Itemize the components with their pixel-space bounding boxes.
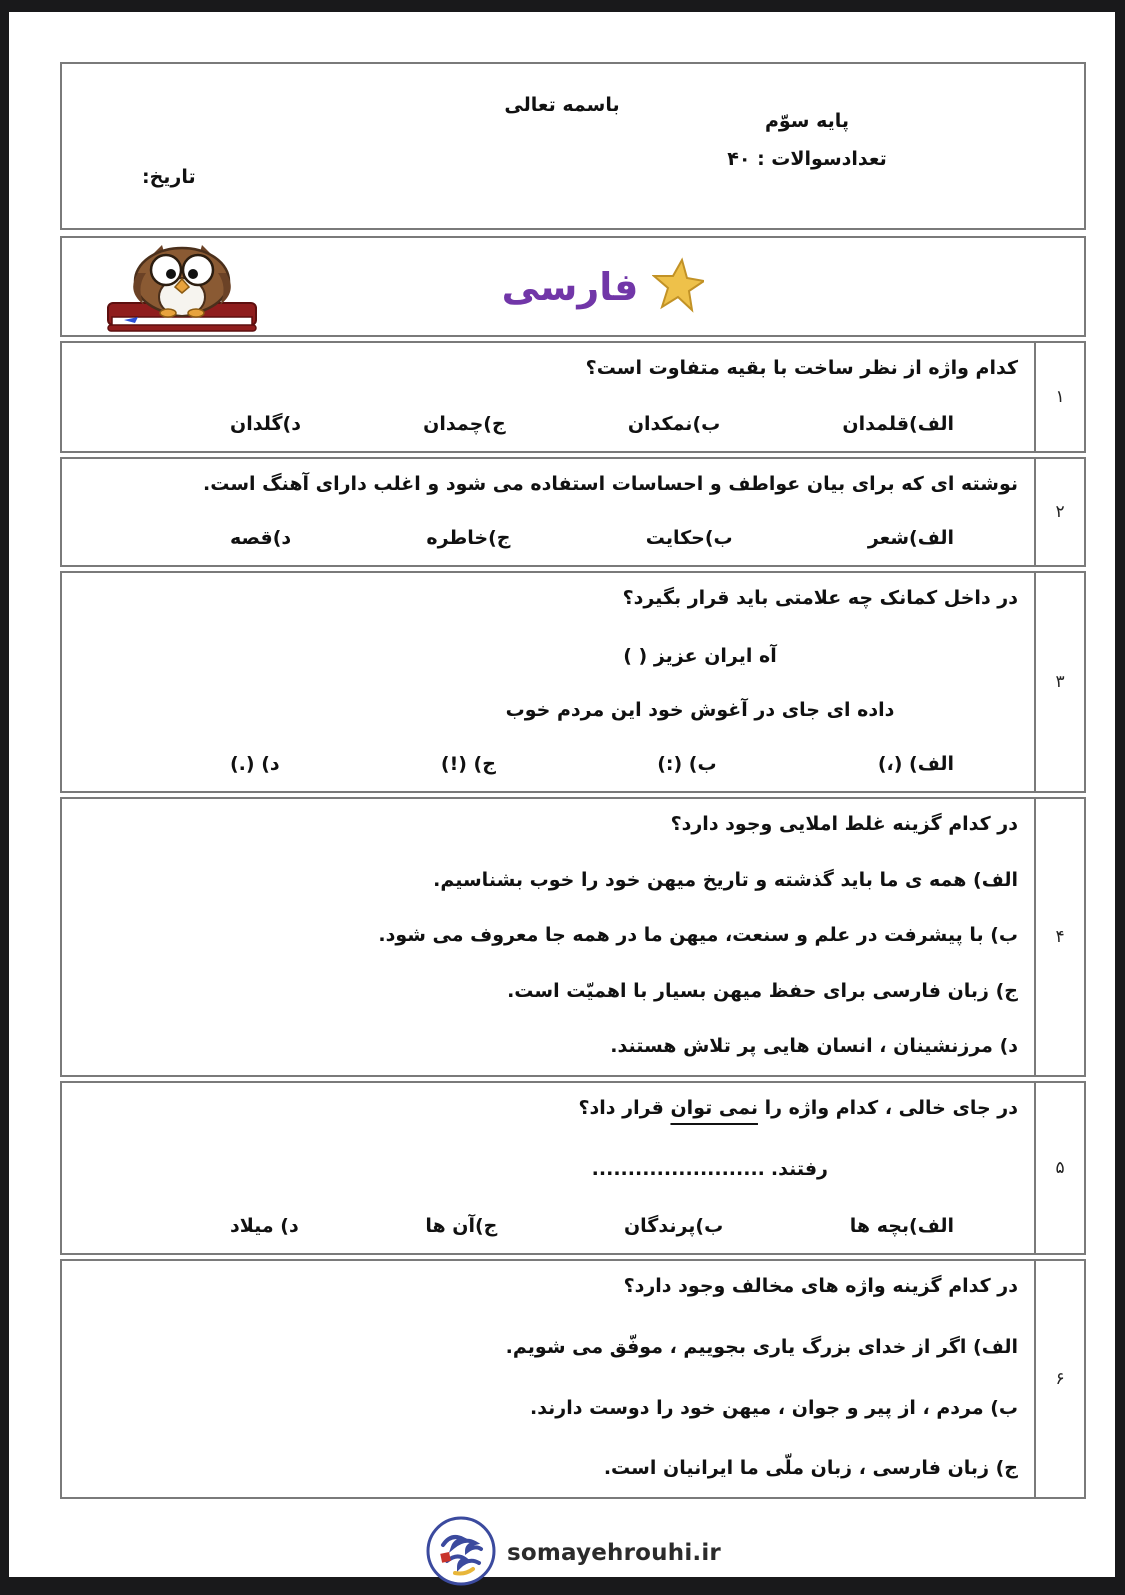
poem-line: داده ای جای در آغوش خود این مردم خوب (505, 698, 895, 721)
option-c: ج)خاطره (426, 527, 511, 549)
question-row (60, 457, 1086, 567)
question-body (62, 799, 1034, 1075)
option-line-c: ج) زبان فارسی ، زبان ملّی ما ایرانیان است. (603, 1457, 1018, 1480)
option-d: د) میلاد (230, 1214, 299, 1237)
exam-header (60, 62, 1086, 230)
option-b: ب)نمکدان (627, 413, 721, 435)
option-line-a: الف) اگر از خدای بزرگ یاری بجوییم ، موفّق می شویم. (505, 1335, 1018, 1358)
grade-label: پایه سوّم (764, 110, 850, 132)
question-text: نوشته ای که برای بیان عواطف و احساسات استفاده می شود و اغلب دارای آهنگ است. (203, 473, 1018, 495)
question-row (60, 1259, 1086, 1499)
question-number: ۲ (1034, 459, 1084, 565)
question-text: در کدام گزینه واژه های مخالف وجود دارد؟ (623, 1275, 1018, 1297)
star-icon (652, 257, 704, 317)
question-body (62, 1083, 1034, 1253)
blank-word: رفتند. (770, 1157, 828, 1180)
options-row (82, 1215, 1018, 1239)
option-a: الف) (،) (877, 752, 954, 775)
options-row (82, 753, 1018, 777)
question-text: کدام واژه از نظر ساخت با بقیه متفاوت است؟ (585, 357, 1018, 379)
option-b: ب) (:) (657, 752, 717, 775)
question-text-underlined: نمی توان (670, 1097, 758, 1119)
option-d: د) (.) (230, 752, 280, 775)
question-text-after: قرار داد؟ (578, 1097, 671, 1119)
basmala-text: باسمه تعالی (504, 94, 620, 116)
option-d: د)قصه (230, 527, 292, 549)
option-c: ج)آن ها (425, 1214, 498, 1237)
question-body (62, 573, 1034, 791)
option-a: الف)شعر (867, 527, 954, 549)
option-c: ج) (!) (440, 752, 496, 775)
option-a: الف)بچه ها (849, 1214, 954, 1237)
subject-title-row (60, 236, 1086, 337)
question-number: ۵ (1034, 1083, 1084, 1253)
date-label: تاریخ: (142, 166, 196, 188)
option-line-a: الف) همه ی ما باید گذشته و تاریخ میهن خود را خوب بشناسیم. (433, 868, 1018, 891)
option-line-b: ب) با پیشرفت در علم و سنعت، میهن ما در همه جا معروف می شود. (378, 924, 1018, 947)
subject-title: فارسی (501, 264, 639, 309)
question-text (82, 1095, 1018, 1123)
site-logo-icon (425, 1515, 497, 1591)
site-url: somayehrouhi.ir (507, 1540, 721, 1566)
option-line-d: د) مرزنشینان ، انسان هایی پر تلاش هستند. (610, 1035, 1018, 1058)
option-a: الف)قلمدان (842, 413, 954, 435)
exam-sheet (9, 12, 1115, 1577)
site-footer (60, 1515, 1086, 1591)
question-number: ۱ (1034, 343, 1084, 451)
option-line-b: ب) مردم ، از پیر و جوان ، میهن خود را دوست دارند. (529, 1396, 1018, 1419)
options-row (82, 413, 1018, 437)
question-text: در داخل کمانک چه علامتی باید قرار بگیرد؟ (622, 587, 1018, 609)
fill-in-blank-line (82, 1158, 1018, 1180)
question-body (62, 343, 1034, 451)
subject-title-group (92, 238, 1114, 335)
question-row (60, 797, 1086, 1077)
question-number: ۶ (1034, 1261, 1084, 1497)
option-line-c: ج) زبان فارسی برای حفظ میهن بسیار با اهمیّت است. (507, 979, 1018, 1002)
blank-dots: ........................ (591, 1157, 765, 1180)
question-row (60, 341, 1086, 453)
question-count-label: تعدادسوالات : ۴۰ (727, 148, 887, 170)
question-row (60, 571, 1086, 793)
question-text: در کدام گزینه غلط املایی وجود دارد؟ (670, 813, 1018, 835)
option-b: ب)حکایت (645, 527, 733, 549)
question-body (62, 459, 1034, 565)
exam-content (60, 62, 1086, 1591)
question-text-before: در جای خالی ، کدام واژه را (757, 1097, 1018, 1119)
options-row (82, 527, 1018, 551)
question-number: ۴ (1034, 799, 1084, 1075)
option-c: ج)چمدان (423, 413, 506, 435)
question-row (60, 1081, 1086, 1255)
question-number: ۳ (1034, 573, 1084, 791)
poem-line: آه ایران عزیز ( ) (623, 644, 777, 667)
option-b: ب)پرندگان (623, 1214, 724, 1237)
option-d: د)گلدان (230, 413, 301, 435)
question-body (62, 1261, 1034, 1497)
